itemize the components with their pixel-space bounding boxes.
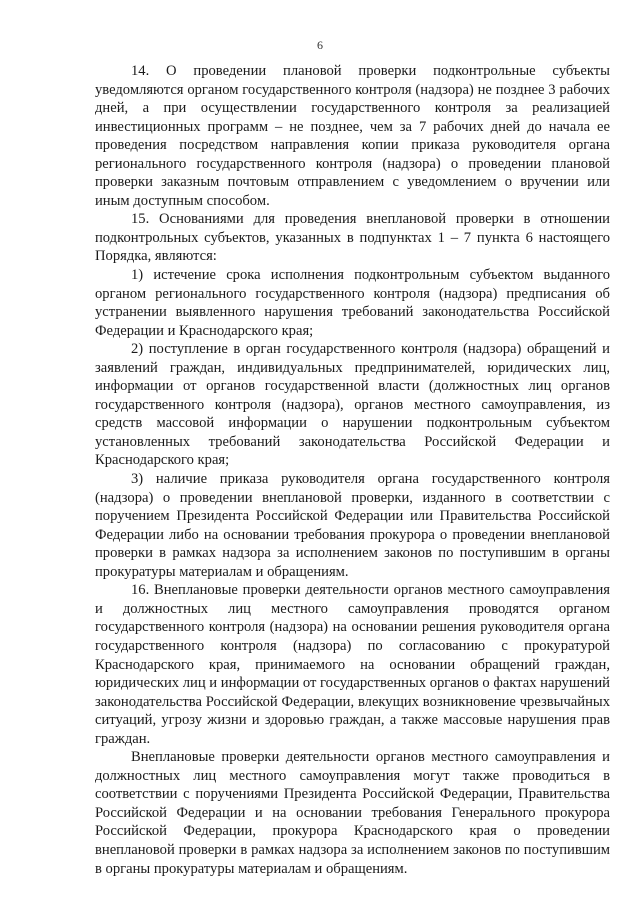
list-item-2: 2) поступление в орган государственного контроля (надзора) обращений и заявлений граждан, индивидуальных предпринимателей, юридических лиц, информации от органов государственной власти (должностных лиц органов государственного контроля (надзора), органов местного самоуправления, из средств массовой информации о нарушении подконтрольным субъектом установленных требований законодательства Российской Федерации и Краснодарского края; <box>95 341 610 469</box>
paragraph-15: 15. Основаниями для проведения внеплановой проверки в отношении подконтрольных субъектов, указанных в подпунктах 1 – 7 пункта 6 настоящего Порядка, являются: <box>95 211 610 265</box>
page-number: 6 <box>317 38 323 52</box>
document-body <box>95 62 610 878</box>
paragraph-16-continued: Внеплановые проверки деятельности органов местного самоуправления и должностных лиц местного самоуправления могут также проводиться в соответствии с поручениями Президента Российской Федерации, Правительства Российской Федерации и на основании требования Генерального прокурора Российской Федерации, прокурора Краснодарского края о проведении внеплановой проверки в рамках надзора за исполнением законов по поступившим в органы прокуратуры материалам и обращениям. <box>95 749 610 877</box>
list-item-3: 3) наличие приказа руководителя органа государственного контроля (надзора) о проведении внеплановой проверки, изданного в соответствии с поручением Президента Российской Федерации или Правительства Российской Федерации либо на основании требования прокурора о проведении внеплановой проверки в рамках надзора за исполнением законов по поступившим в органы прокуратуры материалам и обращениям. <box>95 471 610 580</box>
list-item-1: 1) истечение срока исполнения подконтрольным субъектом выданного органом регионального государственного контроля (надзора) предписания об устранении выявленного нарушения требований законодательства Российской Федерации и Краснодарского края; <box>95 267 610 339</box>
paragraph-14: 14. О проведении плановой проверки подконтрольные субъекты уведомляются органом государственного контроля (надзора) не позднее 3 рабочих дней, а при осуществлении государственного контроля за реализацией инвестиционных программ – не позднее, чем за 7 рабочих дней до начала ее проведения посредством направления копии приказа руководителя органа регионального государственного контроля (надзора) о проведении плановой проверки заказным почтовым отправлением с уведомлением о вручении или иным доступным способом. <box>95 63 610 209</box>
paragraph-16: 16. Внеплановые проверки деятельности органов местного самоуправления и должностных лиц местного самоуправления проводятся органом государственного контроля (надзора) на основании решения руководителя органа государственного контроля (надзора) по согласованию с прокуратурой Краснодарского края, принимаемого на основании обращений граждан, юридических лиц и информации от государственных органов о фактах нарушений законодательства Российской Федерации, влекущих возникновение чрезвычайных ситуаций, угрозу жизни и здоровью граждан, а также массовые нарушения прав граждан. <box>95 582 610 747</box>
